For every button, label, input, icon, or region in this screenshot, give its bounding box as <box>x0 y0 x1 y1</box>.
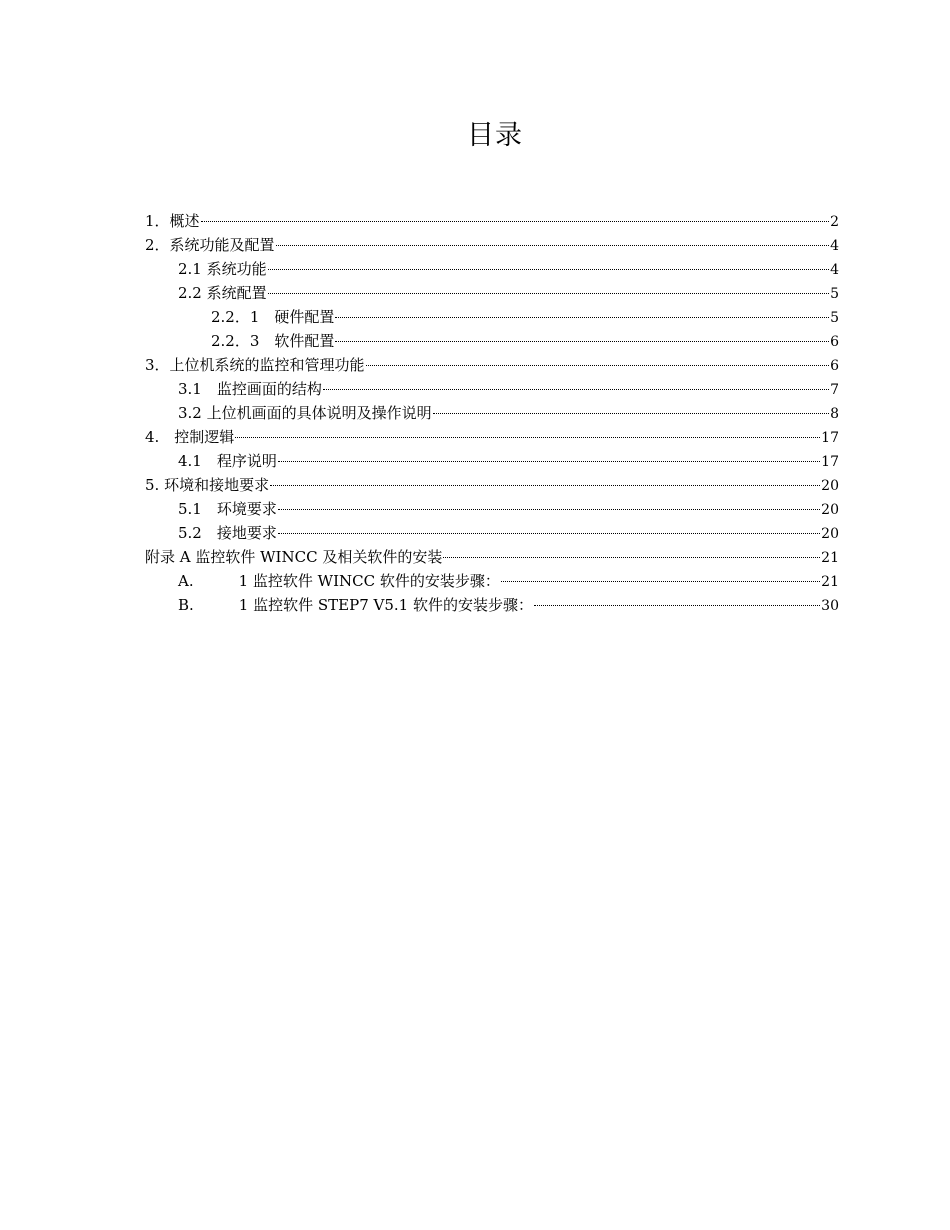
toc-dot-leader <box>323 388 829 390</box>
toc-entry-title: 3．上位机系统的监控和管理功能 <box>145 356 365 374</box>
toc-page-number: 17 <box>821 430 839 446</box>
toc-entry[interactable] <box>145 377 839 401</box>
toc-entry[interactable] <box>145 425 839 449</box>
toc-entry-title: 4.1 程序说明 <box>178 452 277 470</box>
toc-dot-leader <box>235 436 820 438</box>
toc-entry[interactable] <box>145 401 839 425</box>
toc-entry[interactable] <box>145 569 839 593</box>
toc-page-number: 5 <box>830 286 839 302</box>
toc-dot-leader <box>270 484 820 486</box>
toc-dot-leader <box>335 340 829 342</box>
toc-entry[interactable] <box>145 545 839 569</box>
toc-entry[interactable] <box>145 497 839 521</box>
toc-page-number: 8 <box>830 406 839 422</box>
toc-entry-title: 4. 控制逻辑 <box>145 428 235 446</box>
toc-dot-leader <box>268 292 829 294</box>
toc-page-number: 17 <box>821 454 839 470</box>
toc-entry[interactable] <box>145 593 839 617</box>
toc-dot-leader <box>201 220 830 222</box>
toc-dot-leader <box>501 580 820 582</box>
toc-page-number: 21 <box>821 574 839 590</box>
toc-dot-leader <box>335 316 829 318</box>
toc-page-number: 4 <box>830 238 839 254</box>
toc-entry-title: 2.2．1 硬件配置 <box>211 308 335 326</box>
toc-entry-title: 3.1 监控画面的结构 <box>178 380 322 398</box>
toc-entry[interactable] <box>145 353 839 377</box>
toc-page-number: 20 <box>821 526 839 542</box>
toc-dot-leader <box>366 364 830 366</box>
toc-page-number: 2 <box>830 214 839 230</box>
toc-dot-leader <box>278 532 820 534</box>
toc-dot-leader <box>443 556 820 558</box>
toc-entry-title: A. 1 监控软件 WINCC 软件的安装步骤： <box>178 572 500 590</box>
toc-entry-title: 3.2 上位机画面的具体说明及操作说明 <box>178 404 432 422</box>
toc-entry[interactable] <box>145 305 839 329</box>
toc-page-number: 6 <box>830 358 839 374</box>
toc-entry-title: 5. 环境和接地要求 <box>145 476 270 494</box>
toc-entry-title: 2．系统功能及配置 <box>145 236 275 254</box>
toc-entry-title: 2.1 系统功能 <box>178 260 267 278</box>
table-of-contents <box>145 209 839 617</box>
toc-entry[interactable] <box>145 473 839 497</box>
toc-page-number: 6 <box>830 334 839 350</box>
toc-entry-title: B. 1 监控软件 STEP7 V5.1 软件的安装步骤： <box>178 596 533 614</box>
toc-entry[interactable] <box>145 521 839 545</box>
toc-entry-title: 2.2 系统配置 <box>178 284 267 302</box>
toc-entry[interactable] <box>145 209 839 233</box>
toc-entry[interactable] <box>145 449 839 473</box>
toc-entry[interactable] <box>145 281 839 305</box>
toc-dot-leader <box>278 460 820 462</box>
toc-entry[interactable] <box>145 329 839 353</box>
toc-entry-title: 1．概述 <box>145 212 200 230</box>
toc-entry-title: 2.2．3 软件配置 <box>211 332 335 350</box>
toc-page-number: 20 <box>821 502 839 518</box>
toc-entry[interactable] <box>145 233 839 257</box>
toc-entry-title: 5.1 环境要求 <box>178 500 277 518</box>
toc-page-number: 4 <box>830 262 839 278</box>
toc-dot-leader <box>534 604 820 606</box>
toc-dot-leader <box>278 508 820 510</box>
toc-page-number: 5 <box>830 310 839 326</box>
toc-page-number: 7 <box>830 382 839 398</box>
toc-entry-title: 5.2 接地要求 <box>178 524 277 542</box>
toc-page-number: 30 <box>821 598 839 614</box>
toc-dot-leader <box>433 412 829 414</box>
page-title: 目录 <box>467 120 523 151</box>
toc-dot-leader <box>268 268 829 270</box>
toc-entry-title: 附录 A 监控软件 WINCC 及相关软件的安装 <box>145 548 443 566</box>
toc-page-number: 20 <box>821 478 839 494</box>
toc-page-number: 21 <box>821 550 839 566</box>
toc-dot-leader <box>276 244 830 246</box>
toc-entry[interactable] <box>145 257 839 281</box>
